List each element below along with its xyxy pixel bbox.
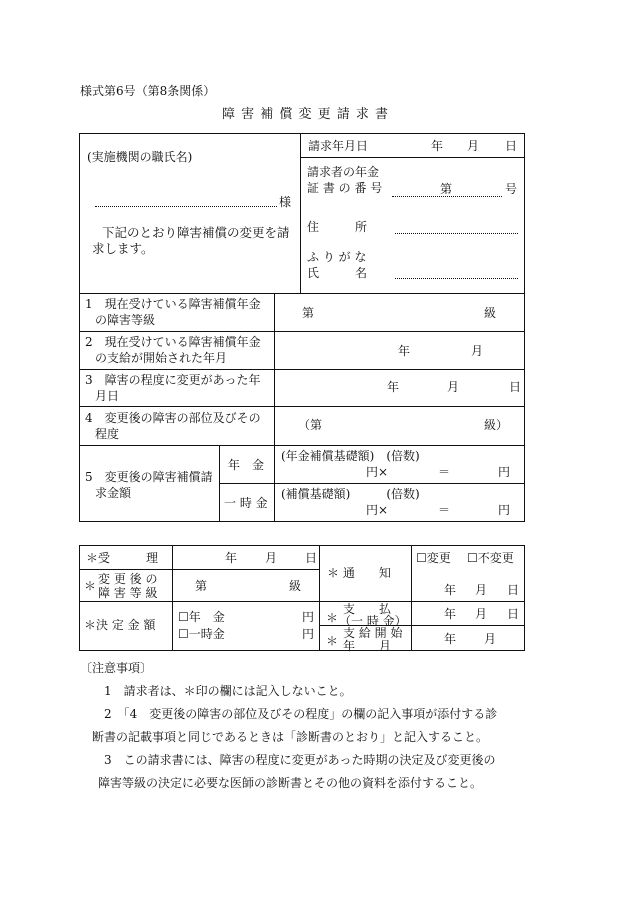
note-1: 1 請求者は、＊印の欄には記入しないこと。	[104, 684, 352, 698]
item1-kyu-label: 級	[484, 306, 497, 320]
request-text-1: 下記のとおり障害補償の変更を請	[102, 225, 290, 240]
item3-month-label: 月	[447, 380, 460, 394]
form-number: 様式第6号（第8条関係）	[80, 84, 216, 98]
request-date-label: 請求年月日	[308, 139, 369, 153]
name-field[interactable]	[395, 250, 518, 278]
agency-name-field[interactable]	[95, 186, 277, 206]
ichiji-yen: 円	[498, 503, 511, 517]
item2-label-2: の支給が開始された年月	[95, 351, 228, 365]
item3-day-label: 日	[509, 380, 522, 394]
pension-number-field[interactable]	[392, 178, 502, 196]
shiharai-star: ＊	[326, 611, 339, 625]
tsuchi-label: ＊ 通 知	[327, 566, 391, 580]
kettei-yen-2: 円	[302, 627, 315, 641]
address-label: 住 所	[307, 220, 368, 234]
note-2a: 2 「4 変更後の障害の部位及びその程度」の欄の記入事項が添付する診	[104, 707, 498, 721]
agency-label: (実施機関の職氏名)	[87, 150, 193, 164]
tsuchi-month: 月	[475, 583, 488, 597]
shiharai-day: 日	[507, 607, 520, 621]
nenkin-yen-x: 円×	[366, 465, 389, 479]
tsuchi-day: 日	[507, 583, 520, 597]
item1-label-1: 1 現在受けている障害補償年金	[85, 297, 261, 311]
shiharai-label-2: （一 時 金）	[339, 614, 407, 628]
tsuchi-year: 年	[444, 583, 457, 597]
item5-label-2: 求金額	[95, 486, 132, 500]
henkougo-label-1: 変 更 後 の	[98, 572, 158, 586]
date-year-label: 年	[431, 139, 444, 153]
item4-dai-label: （第	[298, 418, 323, 432]
shiharai-year: 年	[444, 607, 457, 621]
notes-section	[80, 657, 530, 795]
notes-heading: 〔注意事項〕	[80, 661, 153, 675]
nenkin-checkbox[interactable]: ☐年 金	[178, 610, 225, 624]
address-line	[395, 233, 518, 234]
pension-label-1: 請求者の年金	[307, 165, 380, 179]
shiharai-month: 月	[475, 607, 488, 621]
ichijikin-checkbox[interactable]: ☐一時金	[178, 627, 225, 641]
sama-label: 様	[279, 195, 292, 209]
item3-label-2: 月日	[95, 389, 120, 403]
henkougo-star: ＊	[84, 579, 97, 593]
note-3b: 障害等級の決定に必要な医師の診断書とその他の資料を添付すること。	[98, 776, 483, 790]
ichiji-eq: ＝	[438, 503, 451, 517]
henkougo-label-2: 障 害 等 級	[98, 586, 158, 600]
request-text-2: 求します。	[92, 241, 154, 256]
item2-date-field[interactable]	[280, 336, 520, 364]
juri-label: ＊受 理	[86, 551, 159, 565]
shikyu-year: 年	[444, 632, 457, 646]
ichijikin-label: 一 時 金	[224, 496, 268, 510]
item1-label-2: の障害等級	[95, 313, 156, 327]
henkougo-kyu: 級	[289, 579, 302, 593]
item3-year-label: 年	[387, 380, 400, 394]
agency-name-line	[95, 206, 277, 207]
note-2b: 断書の記載事項と同じであるときは「診断書のとおり」と記入すること。	[92, 730, 489, 744]
item2-month-label: 月	[471, 344, 484, 358]
nenkin-eq: ＝	[438, 465, 451, 479]
request-date-field[interactable]	[380, 136, 520, 154]
nenkin-label: 年 金	[228, 458, 265, 472]
item4-kyu-label: 級）	[484, 418, 509, 432]
ichiji-yen-x: 円×	[366, 503, 389, 517]
pension-label-2: 証 書 の 番 号	[307, 181, 383, 195]
shiharai-label-1: 支 払	[343, 602, 392, 616]
juri-day: 日	[305, 551, 318, 565]
date-day-label: 日	[505, 139, 518, 153]
item4-label-1: 4 変更後の障害の部位及びその	[85, 411, 261, 425]
nenkin-yen: 円	[498, 465, 511, 479]
note-3a: 3 この請求書には、障害の程度に変更があった時期の決定及び変更後の	[104, 753, 496, 767]
item2-label-1: 2 現在受けている障害補償年金	[85, 335, 261, 349]
henkou-checkbox[interactable]: ☐変更	[416, 551, 451, 565]
nenkin-base-label: (年金補償基礎額) (倍数)	[281, 449, 420, 463]
shikyu-label-1: 支 給 開 始	[343, 626, 403, 640]
address-field[interactable]	[395, 215, 518, 233]
shikyu-star: ＊	[326, 634, 339, 648]
item4-grade-field[interactable]	[320, 411, 480, 439]
date-month-label: 月	[467, 139, 480, 153]
henkougo-dai: 第	[195, 579, 208, 593]
fuhenkou-checkbox[interactable]: ☐不変更	[467, 551, 514, 565]
shikyu-month: 月	[484, 632, 497, 646]
item1-grade-field[interactable]	[320, 300, 480, 326]
page-title: 障 害 補 償 変 更 請 求 書	[222, 107, 390, 122]
juri-year: 年	[225, 551, 238, 565]
furigana-label: ふ り が な	[307, 250, 367, 264]
ichiji-amount-field[interactable]	[280, 500, 520, 520]
nenkin-amount-field[interactable]	[280, 462, 520, 482]
pension-gou-label: 号	[505, 182, 518, 196]
kettei-yen-1: 円	[302, 610, 315, 624]
item1-dai-label: 第	[302, 306, 315, 320]
pension-dai-label: 第	[440, 182, 453, 196]
ichiji-base-label: (補償基礎額) (倍数)	[281, 487, 420, 501]
name-line	[395, 278, 518, 279]
shikyu-label-2: 年 月	[343, 639, 392, 653]
item5-label-1: 5 変更後の障害補償請	[85, 470, 213, 484]
item3-date-field[interactable]	[280, 373, 520, 401]
item4-label-2: 程度	[95, 427, 120, 441]
kettei-label: ＊決 定 金 額	[84, 618, 156, 632]
juri-month: 月	[265, 551, 278, 565]
name-label: 氏 名	[307, 266, 368, 280]
item3-label-1: 3 障害の程度に変更があった年	[85, 373, 261, 387]
item2-year-label: 年	[398, 344, 411, 358]
